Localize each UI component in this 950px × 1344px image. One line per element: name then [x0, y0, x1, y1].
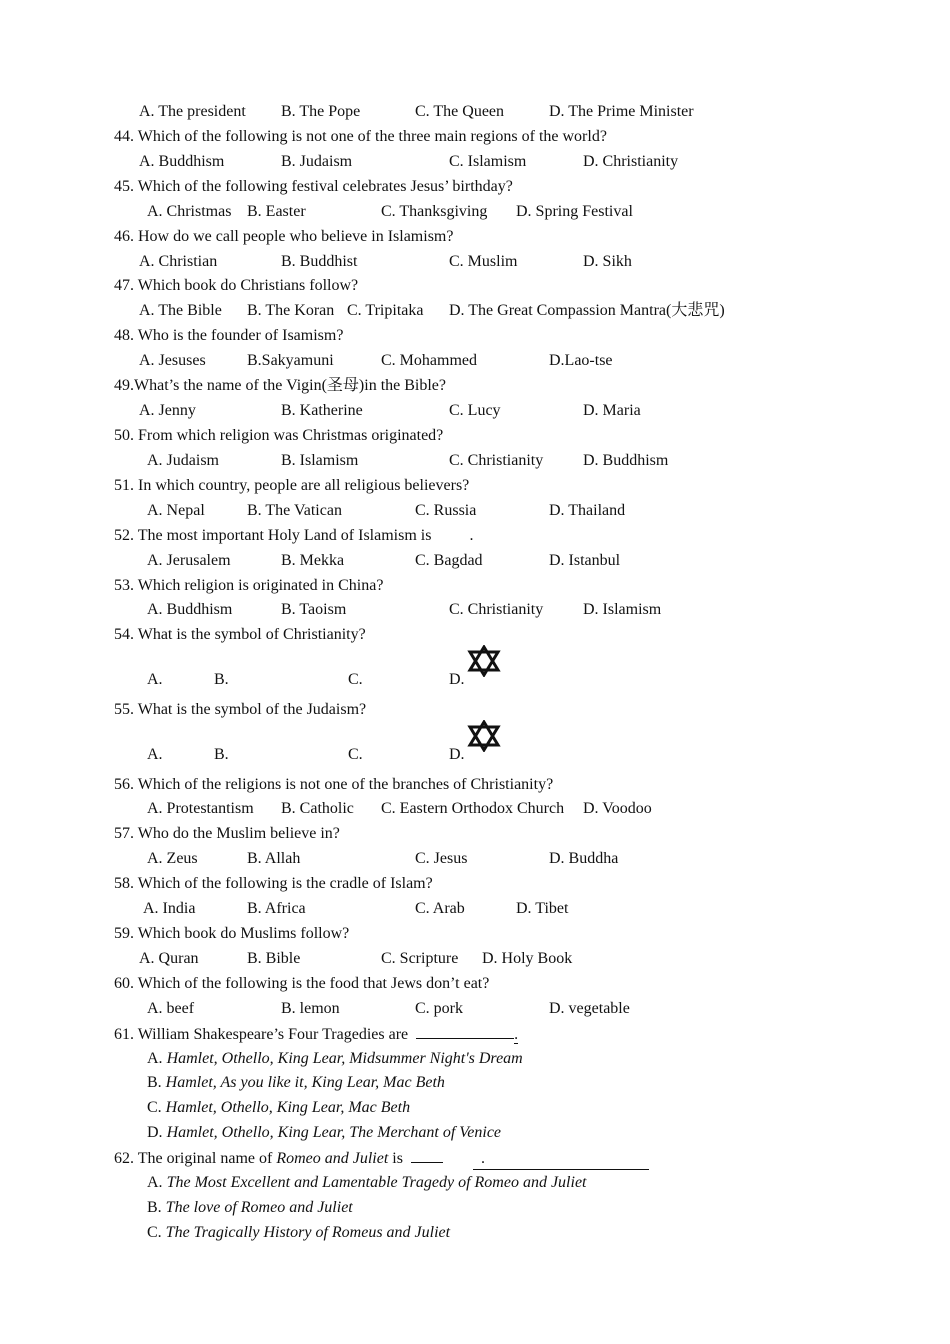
- q49-option-d: D. Maria: [583, 402, 641, 419]
- star-of-david-icon: [467, 720, 501, 752]
- q58-option-d: D. Tibet: [516, 900, 569, 917]
- answer-blank: [416, 1024, 514, 1039]
- q53-option-c: C. Christianity: [449, 601, 544, 618]
- q52-option-b: B. Mekka: [281, 552, 345, 569]
- q50-option-a: A. Judaism: [147, 452, 219, 469]
- q51-option-b: B. The Vatican: [247, 502, 342, 519]
- q59-option-a: A. Quran: [139, 950, 199, 967]
- q48-option-c: C. Mohammed: [381, 352, 477, 369]
- q55-option-b: B.: [214, 746, 229, 763]
- q46-option-d: D. Sikh: [583, 253, 632, 270]
- question-46: 46. How do we call people who believe in Islamism?: [114, 228, 454, 245]
- q56-option-d: D. Voodoo: [583, 800, 652, 817]
- option-letter: A.: [147, 1174, 163, 1191]
- question-61-text: 61. William Shakespeare’s Four Tragedies are: [114, 1026, 409, 1043]
- question-55: 55. What is the symbol of the Judaism?: [114, 701, 367, 718]
- q49-option-b: B. Katherine: [281, 402, 363, 419]
- q60-option-c: C. pork: [415, 1000, 463, 1017]
- q53-option-d: D. Islamism: [583, 601, 662, 618]
- q50-option-d: D. Buddhism: [583, 452, 669, 469]
- q52-option-c: C. Bagdad: [415, 552, 483, 569]
- question-57: 57. Who do the Muslim believe in?: [114, 825, 340, 842]
- question-58: 58. Which of the following is the cradle of Islam?: [114, 875, 433, 892]
- star-of-david-icon: [467, 645, 501, 677]
- play-titles: Hamlet, As you like it, King Lear, Mac Beth: [165, 1074, 445, 1091]
- q44-option-a: A. Buddhism: [139, 153, 225, 170]
- question-62: [114, 1148, 649, 1170]
- question-50: 50. From which religion was Christmas originated?: [114, 427, 444, 444]
- q53-option-b: B. Taoism: [281, 601, 347, 618]
- question-61-end: .: [514, 1026, 519, 1043]
- q51-option-d: D. Thailand: [549, 502, 626, 519]
- q51-option-a: A. Nepal: [147, 502, 205, 519]
- question-52: [114, 526, 473, 546]
- answer-blank: [411, 1148, 443, 1163]
- q61-option-a: [147, 1049, 523, 1069]
- q55-option-d: D.: [449, 746, 465, 763]
- q54-option-a: A.: [147, 671, 163, 688]
- q59-option-b: B. Bible: [247, 950, 301, 967]
- q47-option-b: B. The Koran: [247, 302, 335, 319]
- question-47: 47. Which book do Christians follow?: [114, 277, 359, 294]
- q50-option-b: B. Islamism: [281, 452, 359, 469]
- q62-option-c: [147, 1223, 450, 1243]
- question-52-end: .: [469, 527, 474, 544]
- q55-option-a: A.: [147, 746, 163, 763]
- q57-option-b: B. Allah: [247, 850, 301, 867]
- play-title: The love of Romeo and Juliet: [165, 1199, 353, 1216]
- q48-option-d: D.Lao-tse: [549, 352, 613, 369]
- option-letter: C.: [147, 1224, 162, 1241]
- question-62-suffix: is: [392, 1150, 403, 1167]
- question-59: 59. Which book do Muslims follow?: [114, 925, 350, 942]
- q44-option-c: C. Islamism: [449, 153, 527, 170]
- q60-option-d: D. vegetable: [549, 1000, 630, 1017]
- play-title: The Most Excellent and Lamentable Tragedy of Romeo and Juliet: [166, 1174, 587, 1191]
- question-44: 44. Which of the following is not one of the three main regions of the world?: [114, 128, 607, 145]
- question-48: 48. Who is the founder of Isamism?: [114, 327, 344, 344]
- q52-option-a: A. Jerusalem: [147, 552, 231, 569]
- question-60: 60. Which of the following is the food that Jews don’t eat?: [114, 975, 490, 992]
- q54-option-d: D.: [449, 671, 465, 688]
- q56-option-a: A. Protestantism: [147, 800, 254, 817]
- q49-option-a: A. Jenny: [139, 402, 196, 419]
- option-letter: C.: [147, 1099, 162, 1116]
- q43-option-c: C. The Queen: [415, 103, 505, 120]
- q54-option-c: C.: [348, 671, 363, 688]
- q45-option-a: A. Christmas: [147, 203, 232, 220]
- option-letter: B.: [147, 1199, 162, 1216]
- q61-option-b: [147, 1073, 445, 1093]
- option-letter: D.: [147, 1124, 163, 1141]
- q43-option-b: B. The Pope: [281, 103, 361, 120]
- q61-option-d: [147, 1123, 501, 1143]
- question-54: 54. What is the symbol of Christianity?: [114, 626, 366, 643]
- q62-option-b: [147, 1198, 353, 1218]
- q44-option-b: B. Judaism: [281, 153, 353, 170]
- q49-option-c: C. Lucy: [449, 402, 501, 419]
- q51-option-c: C. Russia: [415, 502, 477, 519]
- q58-option-a: A. India: [143, 900, 196, 917]
- play-title: The Tragically History of Romeus and Juliet: [165, 1224, 451, 1241]
- q44-option-d: D. Christianity: [583, 153, 679, 170]
- q60-option-a: A. beef: [147, 1000, 195, 1017]
- q47-option-a: A. The Bible: [139, 302, 222, 319]
- q47-option-c: C. Tripitaka: [347, 302, 424, 319]
- q48-option-b: B.Sakyamuni: [247, 352, 334, 369]
- q56-option-b: B. Catholic: [281, 800, 354, 817]
- question-49: 49.What’s the name of the Vigin(圣母)in the Bible?: [114, 377, 447, 394]
- q46-option-a: A. Christian: [139, 253, 218, 270]
- q46-option-c: C. Muslim: [449, 253, 518, 270]
- q52-option-d: D. Istanbul: [549, 552, 621, 569]
- q56-option-c: C. Eastern Orthodox Church: [381, 800, 565, 817]
- q45-option-b: B. Easter: [247, 203, 306, 220]
- question-62-end: .: [473, 1149, 649, 1170]
- q62-option-a: [147, 1173, 586, 1193]
- q43-option-d: D. The Prime Minister: [549, 103, 694, 120]
- q57-option-d: D. Buddha: [549, 850, 619, 867]
- q45-option-d: D. Spring Festival: [516, 203, 633, 220]
- q59-option-d: D. Holy Book: [482, 950, 573, 967]
- q57-option-c: C. Jesus: [415, 850, 468, 867]
- option-letter: A.: [147, 1050, 163, 1067]
- q54-option-b: B.: [214, 671, 229, 688]
- q46-option-b: B. Buddhist: [281, 253, 358, 270]
- question-52-text: 52. The most important Holy Land of Islamism is: [114, 527, 432, 544]
- q50-option-c: C. Christianity: [449, 452, 544, 469]
- question-62-prefix: 62. The original name of: [114, 1150, 273, 1167]
- play-titles: Hamlet, Othello, King Lear, Mac Beth: [165, 1099, 411, 1116]
- question-45: 45. Which of the following festival celebrates Jesus’ birthday?: [114, 178, 513, 195]
- option-letter: B.: [147, 1074, 162, 1091]
- q43-option-a: A. The president: [139, 103, 246, 120]
- question-53: 53. Which religion is originated in China?: [114, 577, 384, 594]
- q61-option-c: [147, 1098, 410, 1118]
- question-51: 51. In which country, people are all religious believers?: [114, 477, 470, 494]
- q48-option-a: A. Jesuses: [139, 352, 206, 369]
- q55-option-c: C.: [348, 746, 363, 763]
- q60-option-b: B. lemon: [281, 1000, 340, 1017]
- play-titles: Hamlet, Othello, King Lear, Midsummer Night's Dream: [166, 1050, 523, 1067]
- question-61: [114, 1024, 518, 1045]
- q58-option-c: C. Arab: [415, 900, 465, 917]
- play-titles: Hamlet, Othello, King Lear, The Merchant of Venice: [166, 1124, 502, 1141]
- q53-option-a: A. Buddhism: [147, 601, 233, 618]
- question-62-title: Romeo and Juliet: [276, 1150, 389, 1167]
- q58-option-b: B. Africa: [247, 900, 306, 917]
- question-56: 56. Which of the religions is not one of the branches of Christianity?: [114, 776, 554, 793]
- q45-option-c: C. Thanksgiving: [381, 203, 488, 220]
- q47-option-d: D. The Great Compassion Mantra(大悲咒): [449, 302, 725, 319]
- q59-option-c: C. Scripture: [381, 950, 459, 967]
- q57-option-a: A. Zeus: [147, 850, 198, 867]
